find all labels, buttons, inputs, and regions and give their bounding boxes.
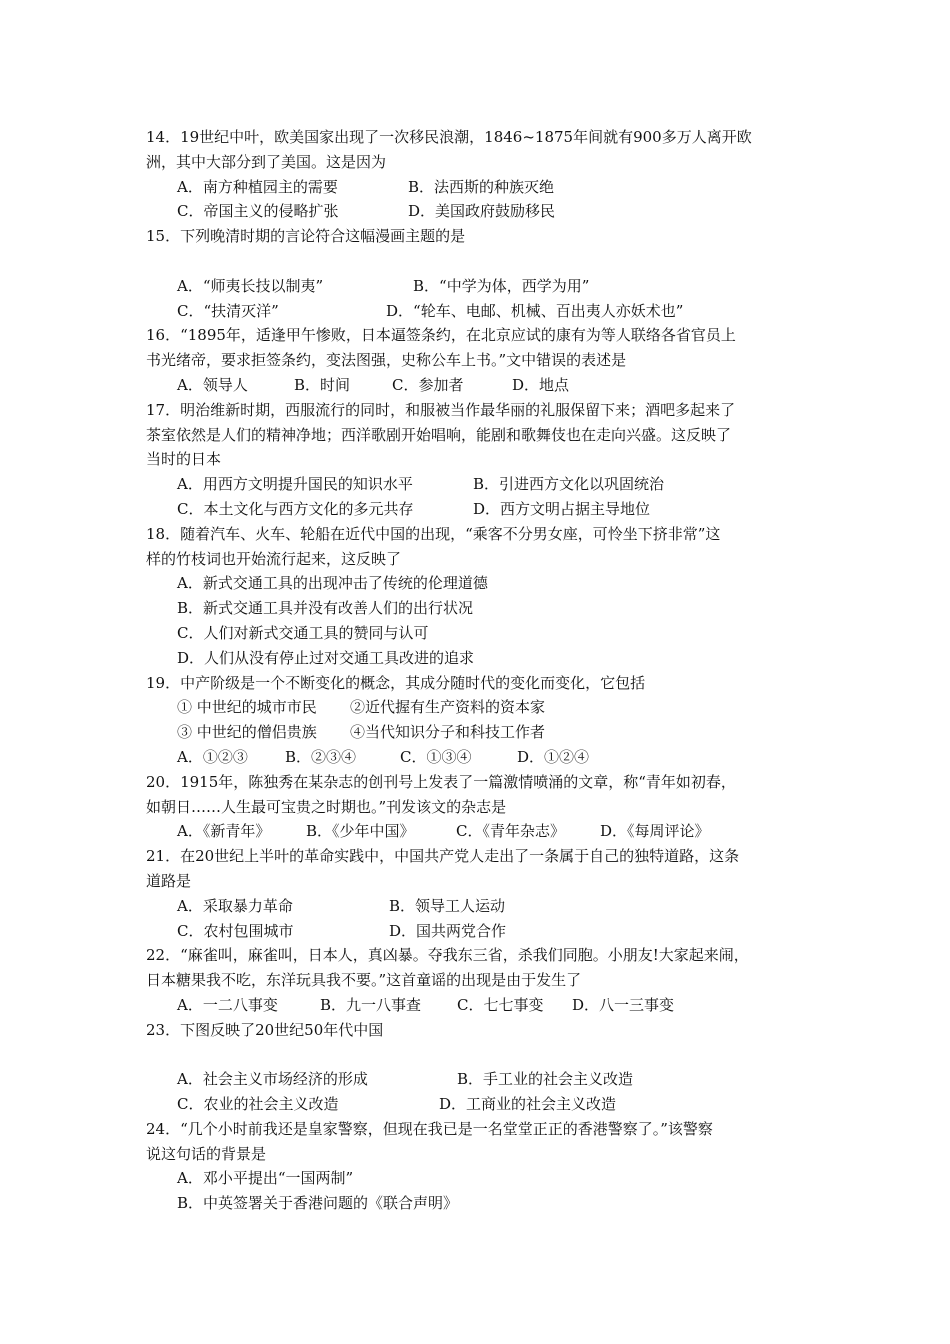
option-row	[146, 299, 826, 324]
option-row	[146, 175, 826, 200]
question-text: 说这句话的背景是	[146, 1144, 267, 1163]
figure-image-placeholder	[146, 1042, 826, 1067]
option-b[interactable]: B．领导工人运动	[389, 896, 506, 915]
option-a[interactable]: A．邓小平提出“一国两制”	[177, 1169, 354, 1188]
option-d[interactable]: D．工商业的社会主义改造	[439, 1095, 617, 1114]
option-a[interactable]: A．一二八事变	[177, 995, 278, 1014]
option-row	[146, 497, 826, 522]
option-c[interactable]: C．“扶清灭洋”	[177, 301, 279, 320]
option-d[interactable]: D．八一三事变	[572, 995, 675, 1014]
question-text: 24．“几个小时前我还是皇家警察，但现在我已是一名堂堂正正的香港警察了。”该警察	[146, 1119, 713, 1138]
question-text: 17．明治维新时期，西服流行的同时，和服被当作最华丽的礼服保留下来；酒吧多起来了	[146, 400, 736, 419]
question-text: 如朝日……人生最可宝贵之时期也。”刊发该文的杂志是	[146, 797, 507, 816]
option-c[interactable]: C．参加者	[392, 375, 464, 394]
option-b[interactable]: B．《少年中国》	[306, 822, 415, 841]
option-a[interactable]: A．“师夷长技以制夷”	[177, 276, 324, 295]
option-a[interactable]: A．①②③	[177, 747, 248, 766]
option-a[interactable]: A．采取暴力革命	[177, 896, 293, 915]
question-text: 当时的日本	[146, 450, 222, 469]
statement-2: ②近代握有生产资料的资本家	[350, 698, 546, 717]
question-text: 日本糖果我不吃，东洋玩具我不要。”这首童谣的出现是由于发生了	[146, 971, 582, 990]
option-c[interactable]: C．①③④	[400, 747, 472, 766]
option-a[interactable]: A．《新青年》	[177, 822, 271, 841]
option-d[interactable]: D．人们从没有停止过对交通工具改进的追求	[177, 648, 475, 667]
option-c[interactable]: C．农业的社会主义改造	[177, 1095, 339, 1114]
statement-row	[146, 720, 826, 745]
question-19	[146, 671, 826, 770]
option-row	[146, 919, 826, 944]
option-c[interactable]: C．人们对新式交通工具的赞同与认可	[177, 623, 429, 642]
statement-1: ① 中世纪的城市市民	[177, 698, 317, 717]
question-20	[146, 770, 826, 844]
option-a[interactable]: A．社会主义市场经济的形成	[177, 1070, 368, 1089]
option-d[interactable]: D．西方文明占据主导地位	[473, 499, 651, 518]
option-d[interactable]: D．地点	[512, 375, 570, 394]
option-row	[146, 745, 826, 770]
option-row	[146, 199, 826, 224]
option-row	[146, 472, 826, 497]
question-24	[146, 1117, 826, 1216]
question-22	[146, 943, 826, 1017]
cartoon-image-placeholder	[146, 249, 826, 274]
question-16	[146, 323, 826, 397]
option-b[interactable]: B．法西斯的种族灭绝	[408, 177, 555, 196]
question-15	[146, 224, 826, 323]
question-text: 洲，其中大部分到了美国。这是因为	[146, 152, 387, 171]
option-d[interactable]: D．①②④	[517, 747, 590, 766]
question-21	[146, 844, 826, 943]
option-b[interactable]: B．②③④	[285, 747, 357, 766]
question-text: 书光绪帝，要求拒签条约，变法图强，史称公车上书。”文中错误的表述是	[146, 351, 627, 370]
statement-4: ④当代知识分子和科技工作者	[350, 723, 546, 742]
option-b[interactable]: B．九一八事查	[320, 995, 422, 1014]
option-d[interactable]: D．美国政府鼓励移民	[408, 202, 556, 221]
option-a[interactable]: A．用西方文明提升国民的知识水平	[177, 475, 413, 494]
option-b[interactable]: B．时间	[294, 375, 351, 394]
option-row	[146, 1067, 826, 1092]
question-text: 21．在20世纪上半叶的革命实践中，中国共产党人走出了一条属于自己的独特道路，这条	[146, 847, 740, 866]
option-row	[146, 373, 826, 398]
question-text: 19．中产阶级是一个不断变化的概念，其成分随时代的变化而变化，它包括	[146, 673, 646, 692]
question-text: 23．下图反映了20世纪50年代中国	[146, 1020, 384, 1039]
question-14	[146, 125, 826, 224]
option-a[interactable]: A．领导人	[177, 375, 248, 394]
exam-page	[146, 125, 826, 1216]
option-a[interactable]: A．新式交通工具的出现冲击了传统的伦理道德	[177, 574, 488, 593]
question-text: 道路是	[146, 871, 192, 890]
option-b[interactable]: B．中英签署关于香港问题的《联合声明》	[177, 1194, 459, 1213]
option-c[interactable]: C．帝国主义的侵略扩张	[177, 202, 339, 221]
question-18	[146, 522, 826, 671]
question-text: 茶室依然是人们的精神净地；西洋歌剧开始唱响，能剧和歌舞伎也在走向兴盛。这反映了	[146, 425, 732, 444]
statement-row	[146, 695, 826, 720]
option-row	[146, 993, 826, 1018]
option-c[interactable]: C．《青年杂志》	[456, 822, 565, 841]
question-text: 15．下列晚清时期的言论符合这幅漫画主题的是	[146, 227, 466, 246]
statement-3: ③ 中世纪的僧侣贵族	[177, 723, 317, 742]
option-b[interactable]: B．手工业的社会主义改造	[457, 1070, 634, 1089]
option-c[interactable]: C．本土文化与西方文化的多元共存	[177, 499, 414, 518]
option-row	[146, 894, 826, 919]
option-row	[146, 274, 826, 299]
question-text: 样的竹枝词也开始流行起来，这反映了	[146, 549, 402, 568]
question-text: 16．“1895年，适逢甲午惨败，日本逼签条约，在北京应试的康有为等人联络各省官员上	[146, 326, 736, 345]
question-text: 22．“麻雀叫，麻雀叫，日本人，真凶暴。夺我东三省，杀我们同胞。小朋友!大家起来闹，	[146, 946, 749, 965]
question-23	[146, 1018, 826, 1117]
option-a[interactable]: A．南方种植园主的需要	[177, 177, 338, 196]
question-17	[146, 398, 826, 522]
option-d[interactable]: D．国共两党合作	[389, 921, 507, 940]
option-b[interactable]: B．引进西方文化以巩固统治	[473, 475, 665, 494]
option-c[interactable]: C．七七事变	[457, 995, 544, 1014]
option-d[interactable]: D．“轮车、电邮、机械、百出夷人亦妖术也”	[386, 301, 684, 320]
option-d[interactable]: D．《每周评论》	[600, 822, 710, 841]
option-row	[146, 1092, 826, 1117]
option-row	[146, 819, 826, 844]
option-b[interactable]: B．“中学为体，西学为用”	[413, 276, 590, 295]
option-c[interactable]: C．农村包围城市	[177, 921, 294, 940]
option-b[interactable]: B．新式交通工具并没有改善人们的出行状况	[177, 599, 474, 618]
question-text: 14．19世纪中叶，欧美国家出现了一次移民浪潮，1846~1875年间就有900多万人离开欧	[146, 128, 752, 146]
question-text: 18．随着汽车、火车、轮船在近代中国的出现，“乘客不分男女座，可怜坐下挤非常”这	[146, 524, 721, 543]
question-text: 20．1915年，陈独秀在某杂志的创刊号上发表了一篇激情喷涌的文章，称“青年如初春，	[146, 772, 736, 791]
